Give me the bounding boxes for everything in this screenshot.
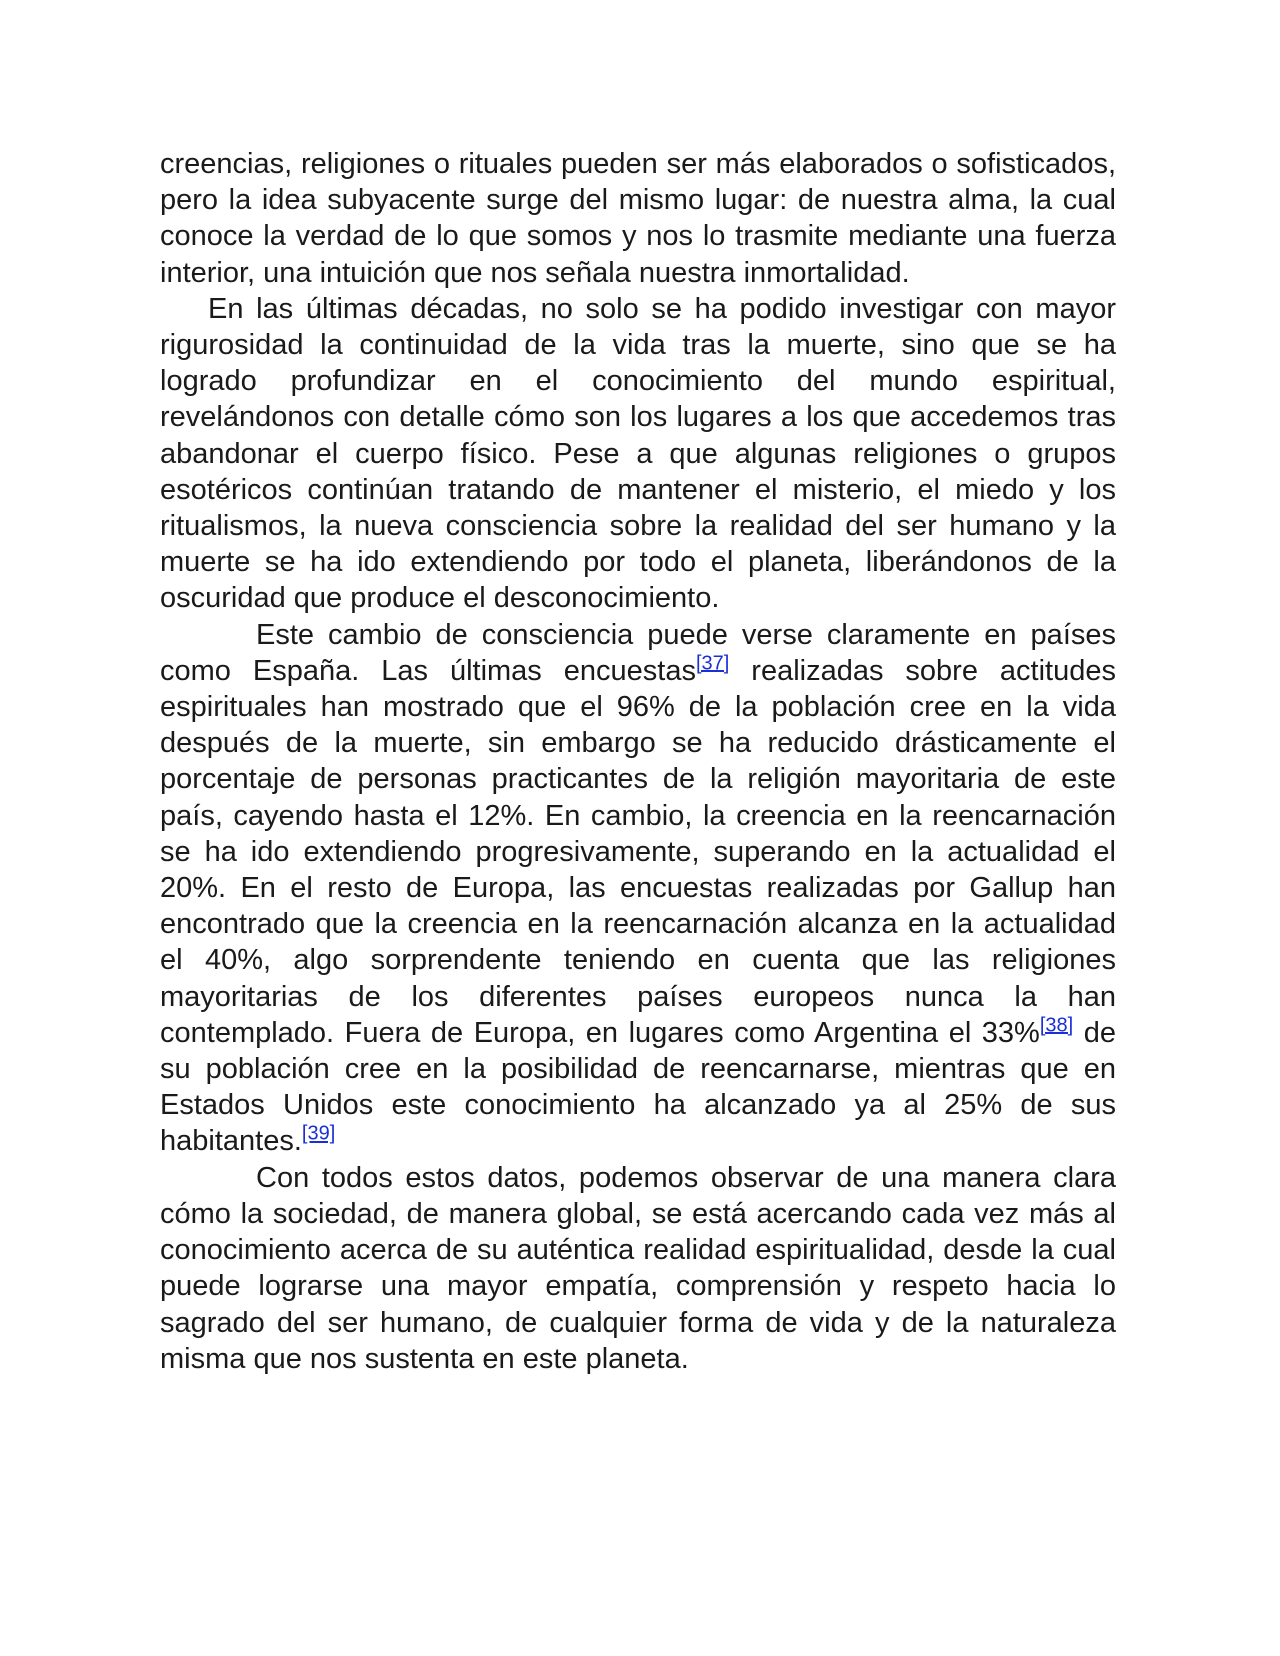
paragraph-4-text: Con todos estos datos, podemos observar de una manera clara cómo la sociedad, de manera global, se está acercando cada vez más al conocimiento acerca de su auténtica realidad espiritualidad, desde la cual puede lograrse una mayor empatía, comprensión y respeto hacia lo sagrado del ser humano, de cualquier forma de vida y de la naturaleza misma que nos sustenta en este planeta. — [160, 1161, 1116, 1375]
paragraph-3-text-part-1: Este cambio de consciencia puede verse claramente en países como España. Las últimas encuestas — [160, 618, 1116, 687]
paragraph-3-text-part-2: realizadas sobre actitudes espirituales han mostrado que el 96% de la población cree en la vida después de la muerte, sin embargo se ha reducido drásticamente el porcentaje de personas practicantes de la religión mayoritaria de este país, cayendo hasta el 12%. En cambio, la creencia en la reencarnación se ha ido extendiendo progresivamente, superando en la actualidad el 20%. En el resto de Europa, las encuestas realizadas por Gallup han encontrado que la creencia en la reencarnación alcanza en la actualidad el 40%, algo sorprendente teniendo en cuenta que las religiones mayoritarias de los diferentes países europeos nunca la han contemplado. Fuera de Europa, en lugares como Argentina el 33% — [160, 654, 1116, 1049]
paragraph-2 — [160, 291, 1116, 617]
paragraph-2-text: En las últimas décadas, no solo se ha podido investigar con mayor rigurosidad la continuidad de la vida tras la muerte, sino que se ha logrado profundizar en el conocimiento del mundo espiritual, revelándonos con detalle cómo son los lugares a los que accedemos tras abandonar el cuerpo físico. Pese a que algunas religiones o grupos esotéricos continúan tratando de mantener el misterio, el miedo y los ritualismos, la nueva consciencia sobre la realidad del ser humano y la muerte se ha ido extendiendo por todo el planeta, liberándonos de la oscuridad que produce el desconocimiento. — [160, 292, 1116, 615]
paragraph-1-text: creencias, religiones o rituales pueden ser más elaborados o sofisticados, pero la idea subyacente surge del mismo lugar: de nuestra alma, la cual conoce la verdad de lo que somos y nos lo trasmite mediante una fuerza interior, una intuición que nos señala nuestra inmortalidad. — [160, 148, 1116, 289]
document-page — [160, 146, 1116, 1377]
paragraph-1 — [160, 146, 1116, 291]
footnote-link-37[interactable]: [37] — [695, 652, 730, 675]
paragraph-3-text-part-3: de su población cree en la posibilidad de reencarnarse, mientras que en Estados Unidos este conocimiento ha alcanzado ya al 25% de sus habitantes. — [160, 1016, 1116, 1158]
footnote-link-38[interactable]: [38] — [1039, 1014, 1074, 1037]
paragraph-3 — [160, 617, 1116, 1160]
footnote-link-39[interactable]: [39] — [301, 1122, 336, 1145]
paragraph-4 — [160, 1160, 1116, 1377]
